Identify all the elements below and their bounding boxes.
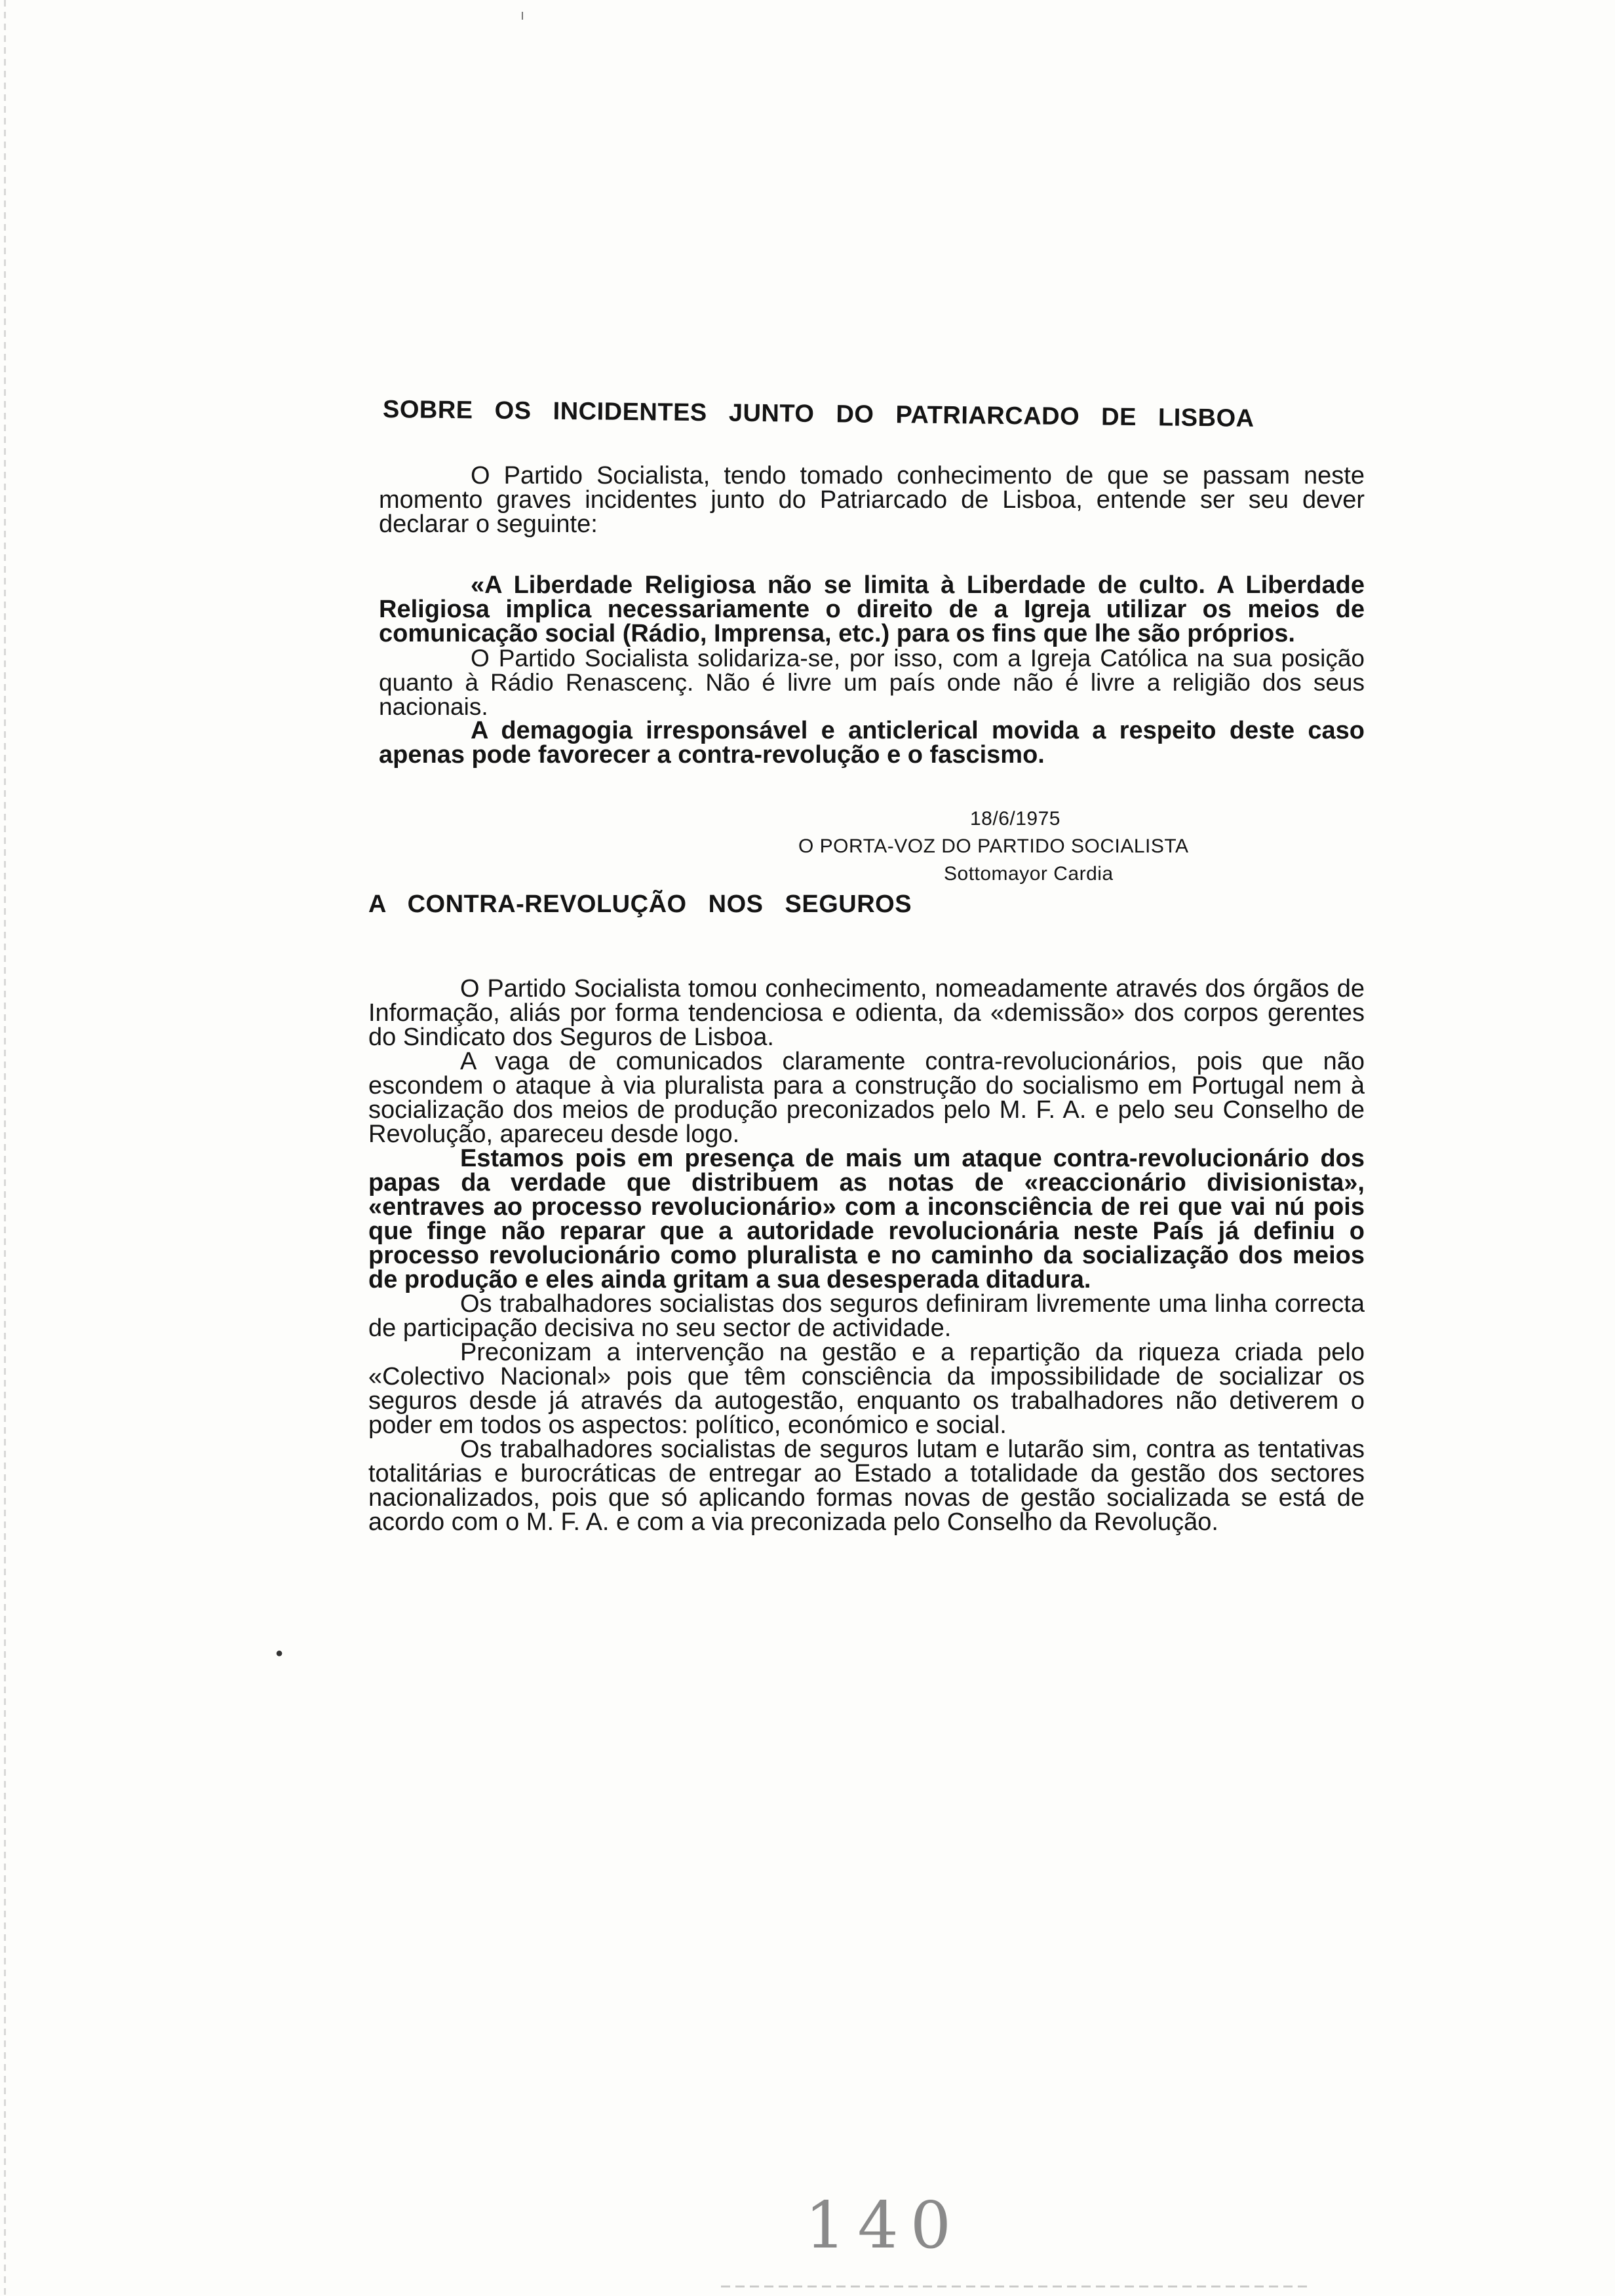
scan-bottom-edge (721, 2286, 1311, 2287)
section2-body (368, 977, 1365, 1535)
section1-title: SOBRE OS INCIDENTES JUNTO DO PATRIARCADO DE LISBOA (382, 396, 1255, 432)
section2-paragraph: A vaga de comunicados claramente contra-revolucionários, pois que não escondem o ataque à via pluralista para a construção do socialismo em Portugal nem à socialização dos meios de produção preconizados pelo M. F. A. e pelo seu Conselho de Revolução, apareceu desde logo. (368, 1048, 1365, 1148)
section2-paragraph: Os trabalhadores socialistas de seguros lutam e lutarão sim, contra as tentativas totalitárias e burocráticas de entregar ao Estado a totalidade da gestão dos sectores nacionalizados, pois que só aplicando formas novas de gestão socializada se está de acordo com o M. F. A. e com a via preconizada pelo Conselho da Revolução. (368, 1436, 1365, 1536)
section2-paragraph: O Partido Socialista tomou conhecimento, nomeadamente através dos órgãos de Informação, aliás por forma tendenciosa e odienta, da «demissão» dos corpos gerentes do Sindicato dos Seguros de Lisboa. (368, 975, 1365, 1051)
signature-block (798, 805, 1365, 888)
statement-quote (379, 573, 1365, 767)
section2-paragraph: Estamos pois em presença de mais um ataque contra-revolucionário dos papas da verdade que distribuem as notas de «reaccionário divisionista», «entraves ao processo revolucionário» com a inconsciência de rei que vai nú pois que finge não reparar que a autoridade revolucionária neste País já definiu o processo revolucionário como pluralista e no caminho da socialização dos meios de produção e eles ainda gritam a sua desesperada ditadura. (368, 1145, 1365, 1293)
section2-title: A CONTRA-REVOLUÇÃO NOS SEGUROS (368, 890, 912, 918)
margin-dot: ● (275, 1646, 284, 1660)
statement-paragraph: «A Liberdade Religiosa não se limita à Liberdade de culto. A Liberdade Religiosa implica necessariamente o direito de a Igreja utilizar os meios de comunicação social (Rádio, Imprensa, etc.) para os fins que lhe são próprios. (379, 571, 1365, 647)
signature-role: O PORTA-VOZ DO PARTIDO SOCIALISTA (798, 835, 1189, 857)
signature-name: Sottomayor Cardia (944, 863, 1114, 885)
statement-paragraph: A demagogia irresponsável e anticlerical movida a respeito deste caso apenas pode favorecer a contra-revolução e o fascismo. (379, 717, 1365, 769)
scan-mark (522, 12, 523, 20)
signature-date: 18/6/1975 (970, 808, 1060, 830)
statement-paragraph: O Partido Socialista solidariza-se, por isso, com a Igreja Católica na sua posição quanto à Rádio Renascenç. Não é livre um país onde não é livre a religião dos seus nacionais. (379, 645, 1365, 720)
section1-body (379, 464, 1365, 888)
scan-left-edge (4, 0, 6, 2296)
section2-paragraph: Os trabalhadores socialistas dos seguros definiram livremente uma linha correcta de participação decisiva no seu sector de actividade. (368, 1290, 1365, 1342)
section1-intro: O Partido Socialista, tendo tomado conhecimento de que se passam neste momento graves incidentes junto do Patriarcado de Lisboa, entende ser seu dever declarar o seguinte: (379, 462, 1365, 538)
section2-paragraph: Preconizam a intervenção na gestão e a repartição da riqueza criada pelo «Colectivo Nacional» pois que têm consciência da impossibilidade de socializar os seguros desde já através da autogestão, enquanto os trabalhadores não detiverem o poder em todos os aspectos: político, económico e social. (368, 1339, 1365, 1439)
handwritten-page-number: 140 (805, 2189, 963, 2263)
document-content (368, 393, 1365, 1535)
